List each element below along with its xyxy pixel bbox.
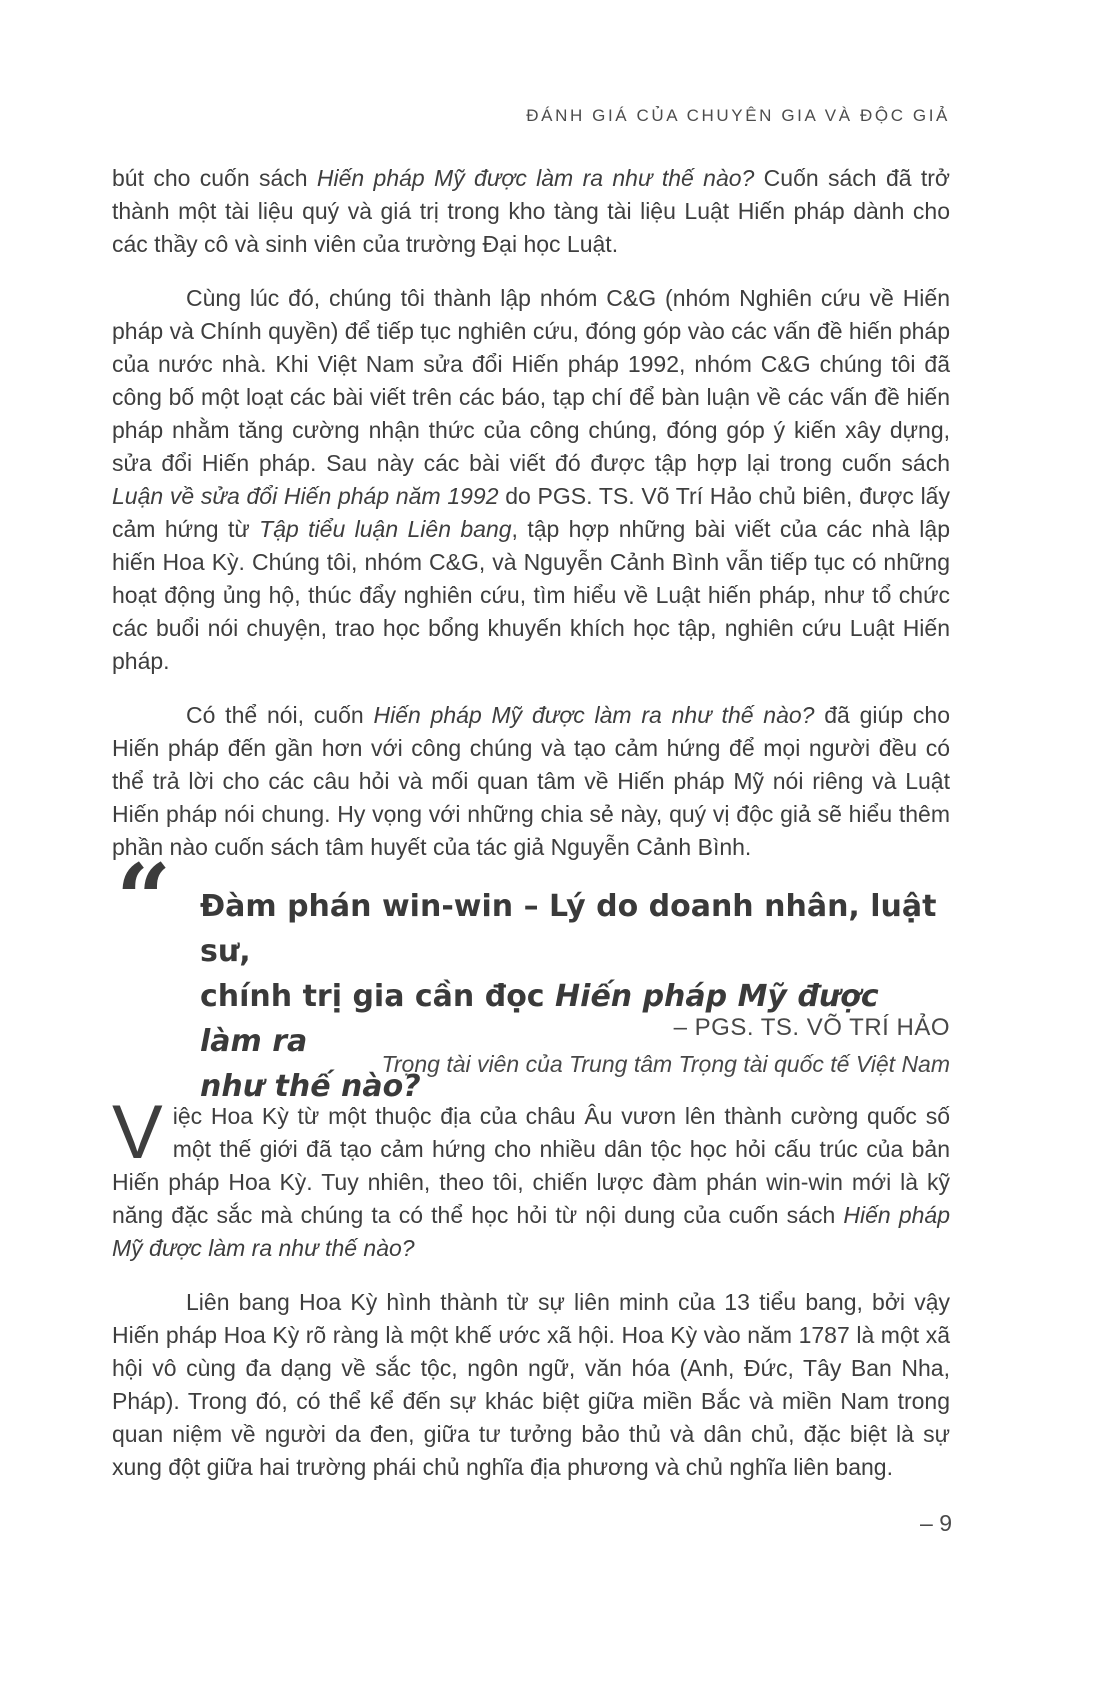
body-text-bottom [112,1090,951,1505]
italic-text: Luận về sửa đổi Hiến pháp năm 1992 [112,483,499,509]
page-number: – 9 [920,1510,952,1536]
text-segment: bút cho cuốn sách [112,165,317,191]
paragraph [112,1286,950,1484]
quote-heading-line [200,884,950,974]
paragraph [112,699,950,864]
text-segment: Cùng lúc đó, chúng tôi thành lập nhóm C&G (nhóm Nghiên cứu về Hiến pháp và Chính quyền) để tiếp tục nghiên cứu, đóng góp vào các vấn đề hiến pháp của nước nhà. Khi Việt Nam sửa đổi Hiến pháp 1992, nhóm C&G chúng tôi đã công bố một loạt các bài viết trên các báo, tạp chí để bàn luận về các vấn đề hiến pháp nhằm tăng cường nhận thức của công chúng, đóng góp ý kiến xây dựng, sửa đổi Hiến pháp. Sau này các bài viết đó được tập hợp lại trong cuốn sách [112,285,950,476]
text-segment: Đàm phán win-win – Lý do doanh nhân, luật sư, [200,889,937,969]
text-segment: iệc Hoa Kỳ từ một thuộc địa của châu Âu vươn lên thành cường quốc số một thế giới đã tạo cảm hứng cho nhiều dân tộc học hỏi cấu trúc của bản Hiến pháp Hoa Kỳ. Tuy nhiên, theo tôi, chiến lược đàm phán win-win mới là kỹ năng đặc sắc mà chúng ta có thể học hỏi từ nội dung của cuốn sách [112,1103,950,1228]
text-segment: chính trị gia cần đọc [200,979,556,1014]
text-segment: Có thể nói, cuốn [186,702,374,728]
paragraph [112,162,950,261]
italic-text: Hiến pháp Mỹ được làm ra [200,979,879,1059]
italic-text: Hiến pháp Mỹ được làm ra như thế nào? [373,702,815,728]
drop-cap: V [112,1090,163,1175]
paragraph [112,282,950,678]
text-segment: do PGS. TS. Võ Trí Hảo chủ biên, được lấy cảm hứng từ [112,483,950,542]
text-segment: Liên bang Hoa Kỳ hình thành từ sự liên minh của 13 tiểu bang, bởi vậy Hiến pháp Hoa Kỳ rõ ràng là một khế ước xã hội. Hoa Kỳ vào năm 1787 là một xã hội vô cùng đa dạng về sắc tộc, ngôn ngữ, văn hóa (Anh, Đức, Tây Ban Nha, Pháp). Trong đó, có thể kể đến sự khác biệt giữa miền Bắc và miền Nam trong quan niệm về người da đen, giữa tư tưởng bảo thủ và dân chủ, đặc biệt là sự xung đột giữa hai trường phái chủ nghĩa địa phương và chủ nghĩa liên bang. [112,1289,950,1480]
italic-text: Hiến pháp Mỹ được làm ra như thế nào? [112,1202,951,1261]
text-segment: đã giúp cho Hiến pháp đến gần hơn với công chúng và tạo cảm hứng để mọi người đều có thể trả lời cho các câu hỏi và mối quan tâm về Hiến pháp Mỹ nói riêng và Luật Hiến pháp nói chung. Hy vọng với những chia sẻ này, quý vị độc giả sẽ hiểu thêm phần nào cuốn sách tâm huyết của tác giả Nguyễn Cảnh Bình. [112,702,950,860]
quote-icon: “ [116,843,172,956]
paragraph [112,1090,951,1265]
quote-attribution: – PGS. TS. VÕ TRÍ HẢO [673,1014,950,1041]
text-segment: Cuốn sách đã trở thành một tài liệu quý và giá trị trong kho tàng tài liệu Luật Hiến pháp dành cho các thầy cô và sinh viên của trường Đại học Luật. [112,165,950,257]
italic-text: Hiến pháp Mỹ được làm ra như thế nào? [316,165,755,191]
body-text-top [112,162,950,885]
quote-attribution-role: Trọng tài viên của Trung tâm Trọng tài quốc tế Việt Nam [381,1051,950,1077]
text-segment: , tập hợp những bài viết của các nhà lập hiến Hoa Kỳ. Chúng tôi, nhóm C&G, và Nguyễn Cảnh Bình vẫn tiếp tục có những hoạt động ủng hộ, thúc đẩy nghiên cứu, tìm hiểu về Luật hiến pháp, như tổ chức các buổi nói chuyện, trao học bổng khuyến khích học tập, nghiên cứu Luật Hiến pháp. [112,516,950,674]
running-header: ĐÁNH GIÁ CỦA CHUYÊN GIA VÀ ĐỘC GIẢ [526,106,950,125]
italic-text: Tập tiểu luận Liên bang [259,516,512,542]
italic-text: như thế nào? [200,1069,421,1104]
